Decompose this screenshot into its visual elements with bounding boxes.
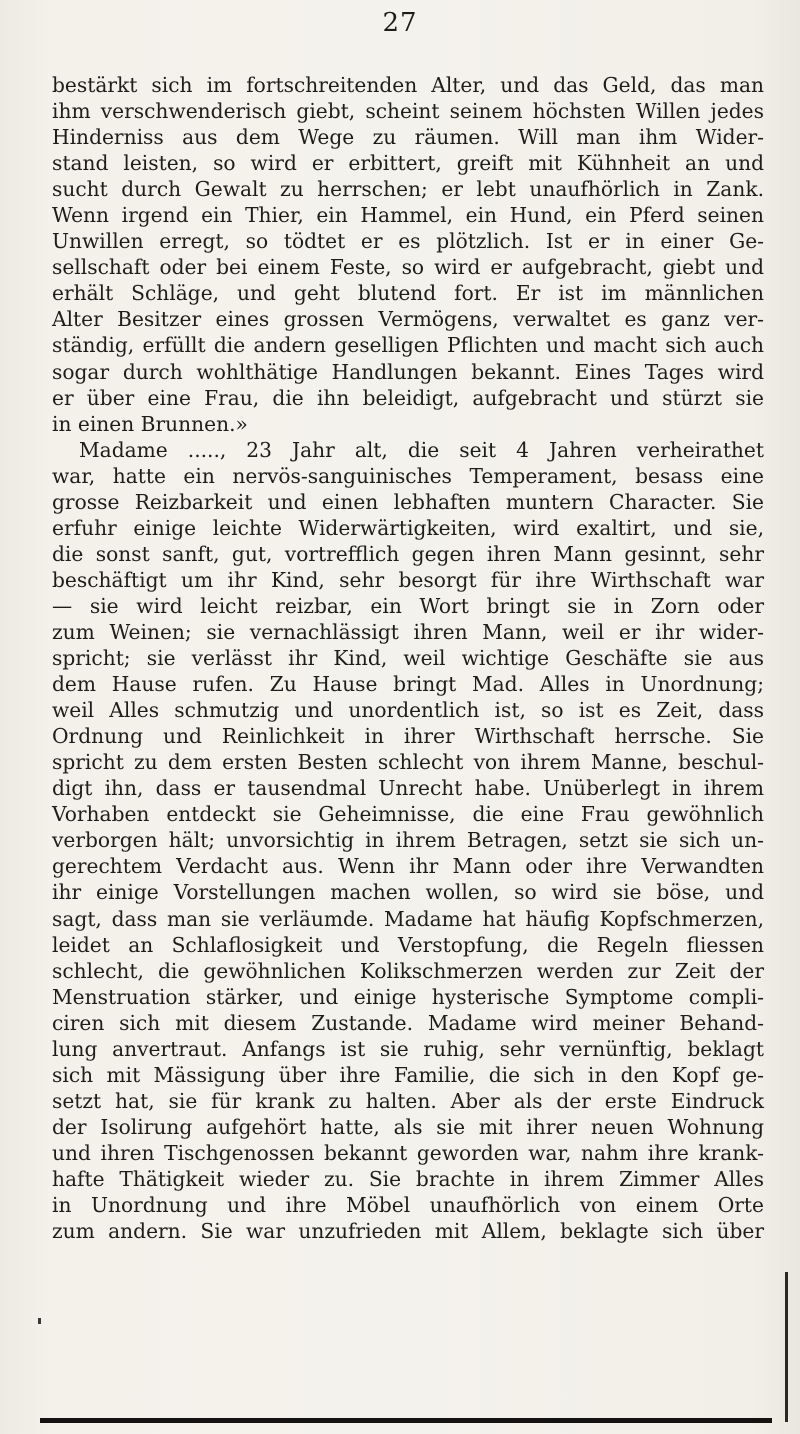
text-line: sellschaft oder bei einem Feste, so wird er aufgebracht, giebt und: [52, 255, 764, 280]
text-line: Wenn irgend ein Thier, ein Hammel, ein Hund, ein Pferd seinen: [52, 203, 764, 228]
text-line: ciren sich mit diesem Zustande. Madame wird meiner Behand-: [52, 1010, 764, 1035]
text-line: Vorhaben entdeckt sie Geheimnisse, die eine Frau gewöhnlich: [52, 802, 764, 827]
text-line: Menstruation stärker, und einige hysterische Symptome compli-: [52, 984, 764, 1009]
text-line: in Unordnung und ihre Möbel unaufhörlich von einem Orte: [52, 1193, 764, 1218]
text-line: ihm verschwenderisch giebt, scheint seinem höchsten Willen jedes: [52, 99, 764, 124]
text-line: verborgen hält; unvorsichtig in ihrem Betragen, setzt sie sich un-: [52, 828, 764, 853]
text-line: lung anvertraut. Anfangs ist sie ruhig, sehr vernünftig, beklagt: [52, 1036, 764, 1061]
text-line: und ihren Tischgenossen bekannt geworden war, nahm ihre krank-: [52, 1140, 764, 1165]
text-line: dem Hause rufen. Zu Hause bringt Mad. Alles in Unordnung;: [52, 672, 764, 697]
text-line: war, hatte ein nervös-sanguinisches Temperament, besass eine: [52, 463, 764, 488]
text-line: ihr einige Vorstellungen machen wollen, so wird sie böse, und: [52, 880, 764, 905]
text-line: zum andern. Sie war unzufrieden mit Allem, beklagte sich über: [52, 1219, 764, 1244]
text-line: Madame ....., 23 Jahr alt, die seit 4 Jahren verheirathet: [79, 437, 764, 462]
text-line: er über eine Frau, die ihn beleidigt, aufgebracht und stürzt sie: [52, 385, 764, 410]
text-line: Alter Besitzer eines grossen Vermögens, verwaltet es ganz ver-: [52, 307, 764, 332]
text-line: sich mit Mässigung über ihre Familie, die sich in den Kopf ge-: [52, 1062, 764, 1087]
text-line: weil Alles schmutzig und unordentlich ist, so ist es Zeit, dass: [52, 698, 764, 723]
text-line: zum Weinen; sie vernachlässigt ihren Mann, weil er ihr wider-: [52, 619, 764, 644]
text-line: erfuhr einige leichte Widerwärtigkeiten, wird exaltirt, und sie,: [52, 515, 764, 540]
text-line: gerechtem Verdacht aus. Wenn ihr Mann oder ihre Verwandten: [52, 854, 764, 879]
bottom-edge-rule: [40, 1418, 772, 1423]
text-line: — sie wird leicht reizbar, ein Wort bringt sie in Zorn oder: [52, 593, 764, 618]
text-line: spricht; sie verlässt ihr Kind, weil wichtige Geschäfte sie aus: [52, 646, 764, 671]
text-line: sogar durch wohlthätige Handlungen bekannt. Eines Tages wird: [52, 359, 764, 384]
text-line: hafte Thätigkeit wieder zu. Sie brachte in ihrem Zimmer Alles: [52, 1166, 764, 1191]
text-line: Ordnung und Reinlichkeit in ihrer Wirthschaft herrsche. Sie: [52, 724, 764, 749]
text-line: grosse Reizbarkeit und einen lebhaften muntern Character. Sie: [52, 489, 764, 514]
text-line: schlecht, die gewöhnlichen Kolikschmerzen werden zur Zeit der: [52, 958, 764, 983]
page-number: 27: [382, 8, 418, 38]
body-text: [52, 72, 764, 1244]
text-line: stand leisten, so wird er erbittert, greift mit Kühnheit an und: [52, 151, 764, 176]
page-edge-shadow: [785, 1272, 788, 1422]
text-line: bestärkt sich im fortschreitenden Alter, und das Geld, das man: [52, 73, 764, 97]
text-line: spricht zu dem ersten Besten schlecht von ihrem Manne, beschul-: [52, 750, 764, 775]
text-line: die sonst sanft, gut, vortrefflich gegen ihren Mann gesinnt, sehr: [52, 541, 764, 566]
text-line: sagt, dass man sie verläumde. Madame hat häufig Kopfschmerzen,: [52, 906, 764, 931]
text-line: sucht durch Gewalt zu herrschen; er lebt unaufhörlich in Zank.: [52, 177, 764, 202]
text-line: digt ihn, dass er tausendmal Unrecht habe. Unüberlegt in ihrem: [52, 776, 764, 801]
text-line: beschäftigt um ihr Kind, sehr besorgt für ihre Wirthschaft war: [52, 567, 764, 592]
text-line: Hinderniss aus dem Wege zu räumen. Will man ihm Wider-: [52, 125, 764, 150]
text-line: in einen Brunnen.»: [52, 411, 248, 436]
stray-ink-mark: [38, 1318, 41, 1324]
text-line: der Isolirung aufgehört hatte, als sie mit ihrer neuen Wohnung: [52, 1114, 764, 1139]
text-line: setzt hat, sie für krank zu halten. Aber als der erste Eindruck: [52, 1088, 764, 1113]
text-line: erhält Schläge, und geht blutend fort. Er ist im männlichen: [52, 281, 764, 306]
text-line: ständig, erfüllt die andern geselligen Pflichten und macht sich auch: [52, 333, 764, 358]
text-line: Unwillen erregt, so tödtet er es plötzlich. Ist er in einer Ge-: [52, 229, 764, 254]
text-line: leidet an Schlaflosigkeit und Verstopfung, die Regeln fliessen: [52, 932, 764, 957]
